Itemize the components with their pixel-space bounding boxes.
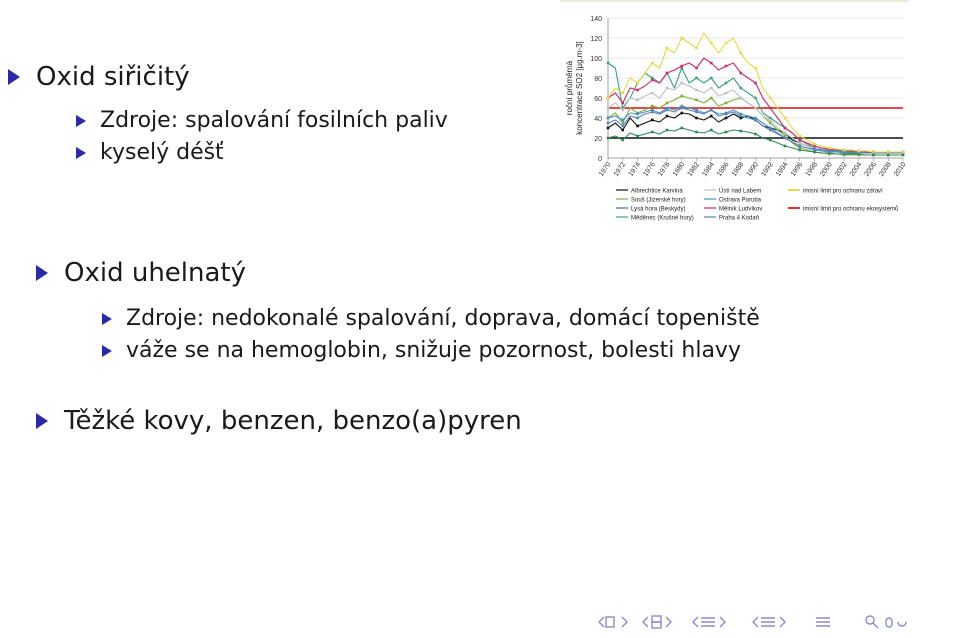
data-point: [651, 119, 654, 122]
data-point: [725, 102, 728, 105]
data-point: [739, 52, 742, 55]
data-point: [725, 131, 728, 134]
data-point: [739, 72, 742, 75]
y-tick-label: 20: [594, 136, 602, 143]
subbullet-hemoglobin: [102, 338, 741, 363]
y-tick-label: 120: [590, 36, 602, 43]
data-point: [887, 151, 890, 154]
data-point: [680, 95, 683, 98]
data-point: [710, 77, 713, 80]
data-point: [710, 42, 713, 45]
data-point: [636, 82, 639, 85]
data-point: [680, 82, 683, 85]
x-tick-label: 2006: [863, 161, 879, 178]
data-point: [769, 97, 772, 100]
x-tick-label: 2010: [892, 161, 908, 178]
data-point: [695, 117, 698, 120]
data-point: [636, 125, 639, 128]
data-point: [872, 151, 875, 154]
bullet-oxid-uhelnaty: [36, 258, 246, 288]
subbullet-label: kyselý déšť: [100, 140, 224, 165]
legend-label: Lysá hora (Beskydy): [631, 206, 686, 213]
y-axis-label: koncentrace SO2 [µg.m-3]: [575, 41, 584, 135]
data-point: [621, 102, 624, 105]
beamer-navigation: [596, 612, 956, 632]
data-point: [666, 72, 669, 75]
data-point: [607, 137, 610, 140]
data-point: [651, 131, 654, 134]
legend-label: Albrechtice Karviná: [631, 188, 683, 195]
bullet-label: Oxid siřičitý: [36, 62, 190, 92]
data-point: [754, 67, 757, 70]
data-point: [739, 130, 742, 133]
data-point: [621, 139, 624, 142]
data-point: [636, 113, 639, 116]
data-point: [857, 150, 860, 153]
data-point: [607, 122, 610, 125]
so2-chart: [558, 0, 959, 240]
bullet-triangle-icon: [36, 265, 48, 281]
legend-label: Měděnec (Krušné hory): [631, 215, 694, 222]
y-tick-label: 80: [594, 76, 602, 83]
data-point: [636, 89, 639, 92]
legend-label: Souš (Jizerské hory): [631, 197, 686, 204]
data-point: [710, 129, 713, 132]
data-point: [725, 42, 728, 45]
x-tick-label: 1992: [760, 161, 775, 178]
data-point: [710, 115, 713, 118]
x-tick-label: 1998: [804, 161, 820, 178]
data-point: [784, 145, 787, 148]
subbullet-triangle-icon: [102, 313, 112, 325]
data-point: [636, 135, 639, 138]
data-point: [666, 87, 669, 90]
bullet-triangle-icon: [36, 413, 48, 429]
subbullet-triangle-icon: [76, 147, 86, 159]
nav-search-icon[interactable]: [866, 616, 906, 628]
y-tick-label: 100: [590, 56, 602, 63]
x-tick-label: 1972: [612, 161, 628, 178]
x-tick-label: 1970: [597, 161, 613, 178]
data-point: [651, 105, 654, 108]
data-point: [680, 112, 683, 115]
data-point: [813, 149, 816, 152]
subbullet-kysely-dest: [76, 140, 224, 165]
series-line: [608, 108, 903, 153]
data-point: [798, 149, 801, 152]
subbullet-triangle-icon: [102, 345, 112, 357]
x-tick-label: 1990: [745, 161, 761, 178]
data-point: [754, 133, 757, 136]
data-point: [739, 87, 742, 90]
legend-label: imisní limit pro ochranu ekosystémů: [803, 206, 899, 213]
bullet-oxid-siricity: [8, 62, 190, 92]
data-point: [725, 65, 728, 68]
data-point: [607, 97, 610, 100]
x-tick-label: 2000: [819, 161, 834, 178]
data-point: [798, 135, 801, 138]
data-point: [725, 117, 728, 120]
data-point: [843, 152, 846, 155]
data-point: [710, 109, 713, 112]
data-point: [621, 92, 624, 95]
data-point: [784, 127, 787, 130]
data-point: [695, 67, 698, 70]
data-point: [739, 97, 742, 100]
data-point: [607, 127, 610, 130]
data-point: [843, 149, 846, 152]
data-point: [621, 119, 624, 122]
legend-label: Ostrava Poruba: [719, 197, 762, 204]
data-point: [695, 131, 698, 134]
x-tick-label: 1974: [627, 161, 643, 178]
data-point: [784, 137, 787, 140]
y-tick-label: 40: [594, 116, 602, 123]
data-point: [680, 127, 683, 130]
data-point: [754, 97, 757, 100]
data-point: [725, 113, 728, 116]
data-point: [651, 79, 654, 82]
data-point: [636, 99, 639, 102]
bullet-label: Oxid uhelnatý: [64, 258, 247, 288]
data-point: [651, 62, 654, 65]
y-tick-label: 60: [594, 96, 602, 103]
x-tick-label: 2008: [878, 161, 893, 178]
subbullet-zdroje-co: [102, 306, 760, 331]
x-tick-label: 1976: [642, 161, 657, 178]
nav-appendix-icon[interactable]: [816, 618, 830, 626]
data-point: [695, 77, 698, 80]
data-point: [769, 107, 772, 110]
x-tick-label: 1988: [730, 161, 746, 178]
subbullet-label: váže se na hemoglobin, snižuje pozornost, bolesti hlavy: [126, 338, 741, 363]
data-point: [902, 151, 905, 154]
x-tick-label: 2002: [833, 161, 849, 178]
data-point: [798, 145, 801, 148]
x-tick-label: 1986: [715, 161, 731, 178]
subbullet-label: Zdroje: nedokonalé spalování, doprava, domácí topeniště: [126, 306, 760, 331]
x-tick-label: 2004: [848, 161, 864, 178]
x-tick-label: 1994: [774, 161, 790, 178]
data-point: [754, 107, 757, 110]
y-tick-label: 140: [590, 16, 602, 23]
data-point: [666, 115, 669, 118]
data-point: [607, 117, 610, 120]
data-point: [621, 129, 624, 132]
data-point: [754, 82, 757, 85]
subbullet-zdroje-so2: [76, 108, 448, 133]
data-point: [695, 89, 698, 92]
x-tick-label: 1984: [701, 161, 716, 178]
nav-prev-subsection-icon[interactable]: [643, 616, 671, 628]
x-tick-label: 1980: [671, 161, 687, 178]
data-point: [666, 47, 669, 50]
data-point: [828, 151, 831, 154]
data-point: [607, 107, 610, 110]
data-point: [710, 87, 713, 90]
data-point: [710, 97, 713, 100]
bullet-label: Těžké kovy, benzen, benzo(a)pyren: [64, 406, 522, 436]
data-point: [621, 125, 624, 128]
y-axis-label: roční průměrná: [565, 60, 574, 116]
data-point: [695, 47, 698, 50]
data-point: [739, 115, 742, 118]
nav-prev-section-icon[interactable]: [693, 617, 725, 627]
data-point: [621, 109, 624, 112]
data-point: [725, 82, 728, 85]
data-point: [695, 111, 698, 114]
bullet-triangle-icon: [8, 69, 20, 85]
x-tick-label: 1996: [789, 161, 805, 178]
bullet-tezke-kovy: [36, 406, 522, 436]
subbullet-label: Zdroje: spalování fosilních paliv: [100, 108, 448, 133]
data-point: [666, 102, 669, 105]
legend-label: Mělník Ludvíkov: [719, 206, 763, 213]
data-point: [813, 143, 816, 146]
data-point: [636, 117, 639, 120]
data-point: [680, 37, 683, 40]
legend-label: Praha 4 Kodaň: [719, 215, 760, 222]
data-point: [784, 117, 787, 120]
nav-prev-document-icon[interactable]: [753, 617, 785, 627]
nav-prev-frame-icon[interactable]: [599, 617, 627, 627]
x-tick-label: 1982: [686, 161, 702, 178]
data-point: [798, 142, 801, 145]
data-point: [828, 147, 831, 150]
data-point: [695, 99, 698, 102]
data-point: [651, 92, 654, 95]
data-point: [784, 132, 787, 135]
subbullet-triangle-icon: [76, 115, 86, 127]
data-point: [607, 62, 610, 65]
data-point: [666, 109, 669, 112]
data-point: [769, 129, 772, 132]
data-point: [680, 65, 683, 68]
data-point: [769, 122, 772, 125]
data-point: [769, 119, 772, 122]
data-point: [769, 139, 772, 142]
y-tick-label: 0: [598, 156, 602, 163]
data-point: [651, 111, 654, 114]
x-tick-label: 1978: [656, 161, 672, 178]
data-point: [754, 119, 757, 122]
data-point: [666, 129, 669, 132]
legend-label: Ústí nad Labem: [719, 188, 762, 195]
data-point: [798, 139, 801, 142]
data-point: [725, 92, 728, 95]
data-point: [680, 107, 683, 110]
data-point: [710, 62, 713, 65]
legend-label: imisní limit pro ochranu zdraví: [803, 188, 883, 195]
